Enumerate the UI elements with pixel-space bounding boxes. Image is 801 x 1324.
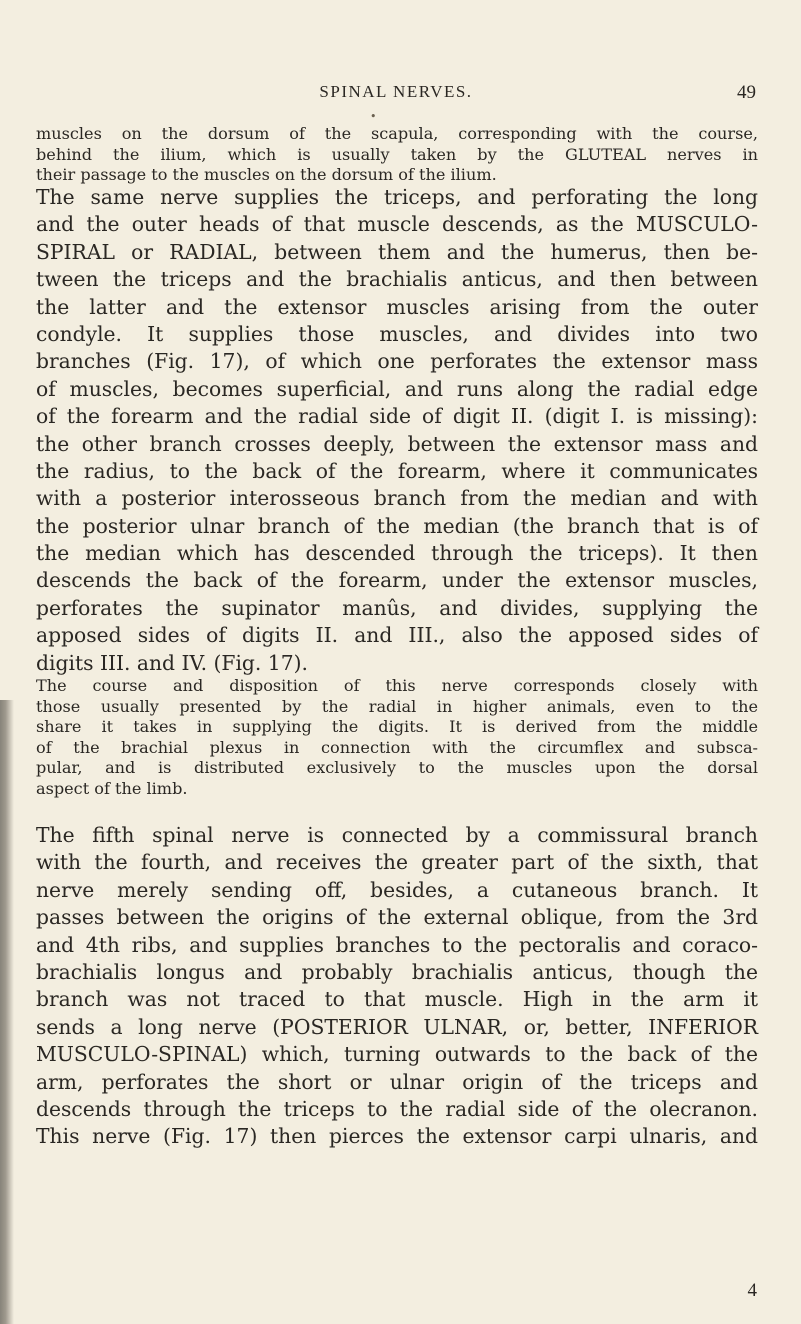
- text-line: sends a long nerve (POSTERIOR ULNAR, or, better, INFERIOR: [36, 1014, 758, 1039]
- text-line: condyle. It supplies those muscles, and divides into two: [36, 321, 758, 346]
- text-line: nerve merely sending off, besides, a cutaneous branch. It: [36, 877, 758, 902]
- text-line: of the forearm and the radial side of digit II. (digit I. is missing):: [36, 404, 758, 429]
- signature-mark: 4: [747, 1280, 757, 1301]
- text-line: apposed sides of digits II. and III., also the apposed sides of: [36, 623, 758, 648]
- paragraph-continued: [36, 124, 758, 186]
- text-line: perforates the supinator manûs, and divides, supplying the: [36, 595, 758, 620]
- text-line: descends the back of the forearm, under the extensor muscles,: [36, 568, 758, 593]
- paragraph-fifth-spinal-nerve: [36, 822, 758, 1151]
- text-line: with a posterior interosseous branch from the median and with: [36, 486, 758, 511]
- page-gutter-shadow: [0, 700, 14, 1324]
- paragraph-musculo-spiral: [36, 184, 758, 677]
- page-header: [36, 82, 756, 106]
- text-line: with the fourth, and receives the greater part of the sixth, that: [36, 850, 758, 875]
- text-line: brachialis longus and probably brachialis anticus, though the: [36, 959, 758, 984]
- text-line: behind the ilium, which is usually taken by the GLUTEAL nerves in: [36, 144, 758, 164]
- text-line: the other branch crosses deeply, between the extensor mass and: [36, 431, 758, 456]
- text-line: of muscles, becomes superficial, and runs along the radial edge: [36, 376, 758, 401]
- text-line: arm, perforates the short or ulnar origin of the triceps and: [36, 1069, 758, 1094]
- text-line: of the brachial plexus in connection with the circumflex and subsca-: [36, 737, 758, 757]
- text-line: the radius, to the back of the forearm, where it communicates: [36, 458, 758, 483]
- text-line: their passage to the muscles on the dorsum of the ilium.: [36, 165, 497, 184]
- text-line: tween the triceps and the brachialis anticus, and then between: [36, 267, 758, 292]
- text-line: This nerve (Fig. 17) then pierces the extensor carpi ulnaris, and: [36, 1124, 758, 1149]
- text-line: aspect of the limb.: [36, 778, 188, 798]
- paragraph-note: [36, 676, 758, 799]
- text-line: and 4th ribs, and supplies branches to the pectoralis and coraco-: [36, 932, 758, 957]
- text-line: the latter and the extensor muscles arising from the outer: [36, 294, 758, 319]
- text-line: MUSCULO-SPINAL) which, turning outwards to the back of the: [36, 1042, 758, 1067]
- text-line: share it takes in supplying the digits. It is derived from the middle: [36, 717, 758, 736]
- text-line: branches (Fig. 17), of which one perforates the extensor mass: [36, 349, 758, 374]
- text-line: passes between the origins of the external oblique, from the 3rd: [36, 905, 758, 930]
- text-line: the median which has descended through the triceps). It then: [36, 541, 758, 566]
- page-number: 49: [737, 82, 756, 103]
- text-line: SPIRAL or RADIAL, between them and the humerus, then be-: [36, 239, 758, 264]
- text-line: those usually presented by the radial in higher animals, even to the: [36, 696, 758, 716]
- text-line: and the outer heads of that muscle descends, as the MUSCULO-: [36, 212, 758, 237]
- text-line: digits III. and IV. (Fig. 17).: [36, 650, 308, 675]
- text-line: muscles on the dorsum of the scapula, corresponding with the course,: [36, 124, 758, 143]
- text-line: branch was not traced to that muscle. High in the arm it: [36, 987, 758, 1012]
- text-line: The fifth spinal nerve is connected by a commissural branch: [36, 823, 758, 847]
- text-line: The course and disposition of this nerve corresponds closely with: [36, 676, 758, 695]
- text-line: descends through the triceps to the radial side of the olecranon.: [36, 1096, 758, 1121]
- print-speck-icon: •: [370, 110, 377, 123]
- text-line: The same nerve supplies the triceps, and perforating the long: [36, 185, 758, 209]
- text-line: pular, and is distributed exclusively to the muscles upon the dorsal: [36, 758, 758, 777]
- running-title: SPINAL NERVES.: [319, 82, 473, 101]
- text-line: the posterior ulnar branch of the median (the branch that is of: [36, 513, 758, 538]
